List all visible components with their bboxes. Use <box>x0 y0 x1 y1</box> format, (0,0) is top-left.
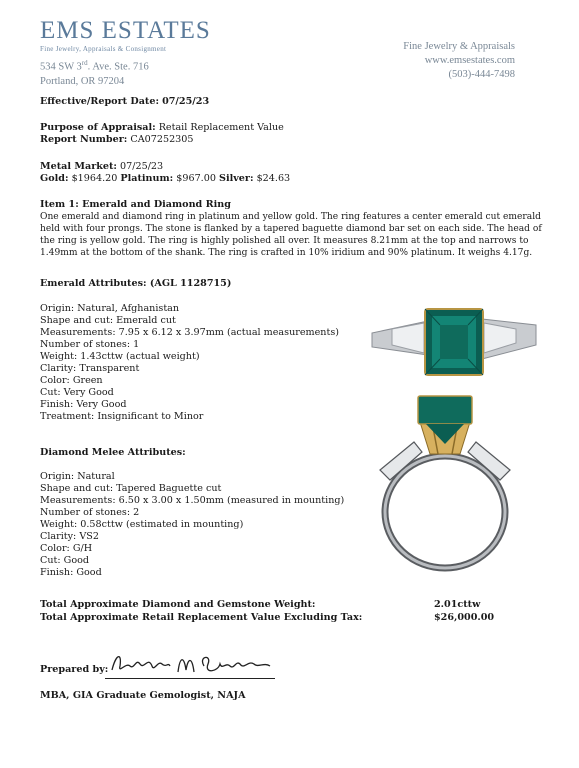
logo-subtitle: Fine Jewelry, Appraisals & Consignment <box>40 45 167 53</box>
item-heading: Item 1: Emerald and Diamond Ring <box>40 199 231 210</box>
emerald-attribute-item: Color: Green <box>40 375 103 386</box>
report-number-line: Report Number: CA07252305 <box>40 134 194 145</box>
metal-prices-line: Gold: $1964.20 Platinum: $967.00 Silver: $24.63 <box>40 173 291 184</box>
prepared-by-label: Prepared by: <box>40 664 109 675</box>
diamond-attribute-item: Cut: Good <box>40 555 90 566</box>
purpose-line: Purpose of Appraisal: Retail Replacement Value <box>40 122 284 133</box>
diamond-attribute-item: Finish: Good <box>40 567 102 578</box>
address-city: Portland, OR 97204 <box>40 75 125 87</box>
handwritten-signature <box>108 648 278 680</box>
company-address <box>40 56 211 89</box>
signature-line <box>105 678 275 679</box>
diamond-attribute-item: Origin: Natural <box>40 471 115 482</box>
emerald-heading: Emerald Attributes: (AGL 1128715) <box>40 278 232 289</box>
total-value-value: $26,000.00 <box>434 612 495 623</box>
report-date: Effective/Report Date: 07/25/23 <box>40 96 210 107</box>
metal-market-line: Metal Market: 07/25/23 <box>40 161 164 172</box>
company-website[interactable]: www.emsestates.com <box>424 55 515 66</box>
emerald-attribute-item: Cut: Very Good <box>40 387 114 398</box>
company-phone: (503)-444-7498 <box>448 69 515 80</box>
emerald-attribute-item: Origin: Natural, Afghanistan <box>40 303 180 314</box>
diamond-attribute-item: Measurements: 6.50 x 3.00 x 1.50mm (measured in mounting) <box>40 495 345 506</box>
total-weight-value: 2.01cttw <box>434 599 481 610</box>
emerald-attribute-item: Weight: 1.43cttw (actual weight) <box>40 351 200 362</box>
emerald-attribute-item: Measurements: 7.95 x 6.12 x 3.97mm (actual measurements) <box>40 327 339 338</box>
address-street: 534 SW 3rd. Ave. Ste. 716 <box>40 59 149 73</box>
company-logo <box>40 18 211 89</box>
emerald-attribute-item: Finish: Very Good <box>40 399 127 410</box>
emerald-attribute-item: Clarity: Transparent <box>40 363 140 374</box>
ring-profile-photo <box>376 392 516 572</box>
diamond-attribute-item: Shape and cut: Tapered Baguette cut <box>40 483 222 494</box>
diamond-attribute-item: Number of stones: 2 <box>40 507 140 518</box>
ring-top-view-photo <box>370 303 538 381</box>
emerald-attribute-item: Number of stones: 1 <box>40 339 140 350</box>
diamond-attribute-item: Clarity: VS2 <box>40 531 99 542</box>
company-contact <box>403 40 515 82</box>
diamond-attribute-item: Weight: 0.58cttw (estimated in mounting) <box>40 519 244 530</box>
total-weight-label: Total Approximate Diamond and Gemstone Weight: <box>40 599 316 610</box>
logo-title: EMS ESTATES <box>40 17 211 44</box>
company-tagline: Fine Jewelry & Appraisals <box>403 41 515 52</box>
emerald-attribute-item: Treatment: Insignificant to Minor <box>40 411 204 422</box>
diamond-attribute-item: Color: G/H <box>40 543 93 554</box>
diamond-heading: Diamond Melee Attributes: <box>40 447 186 458</box>
item-description: One emerald and diamond ring in platinum and yellow gold. The ring features a center emerald cut emerald held with four prongs. The stone is flanked by a tapered baguette diamond bar set on each side. The head of the ring is yellow gold. The ring is highly polished all over. It measures 8.21mm at the top and narrows to 1.49mm at the bottom of the shank. The ring is crafted in 10% iridium and 90% platinum. It weighs 4.17g. <box>40 212 542 258</box>
credentials: MBA, GIA Graduate Gemologist, NAJA <box>40 690 246 701</box>
emerald-attribute-item: Shape and cut: Emerald cut <box>40 315 176 326</box>
total-value-label: Total Approximate Retail Replacement Value Excluding Tax: <box>40 612 363 623</box>
